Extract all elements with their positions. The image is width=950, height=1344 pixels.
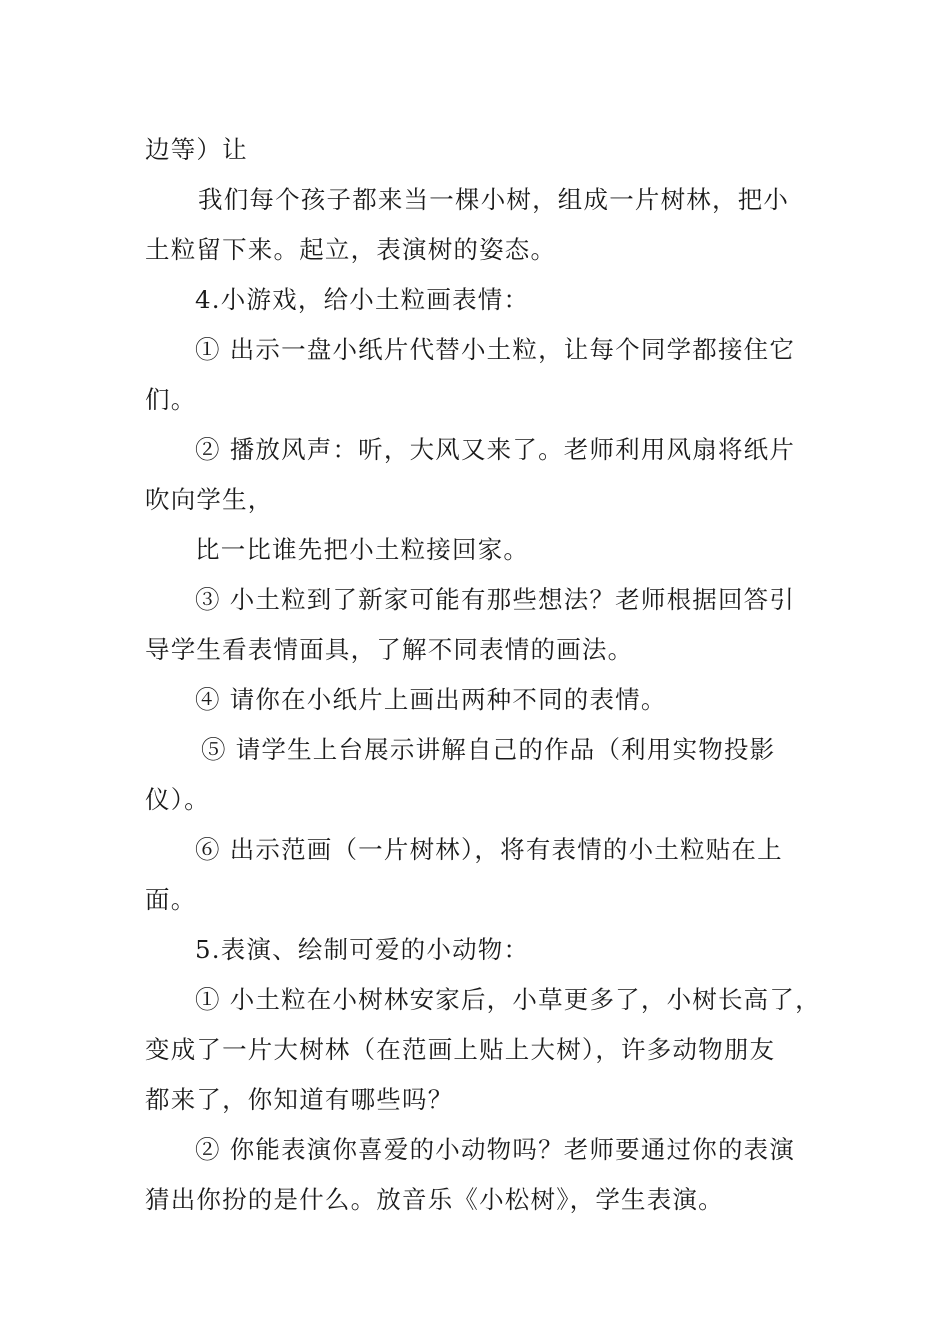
- text-line: 土粒留下来。起立，表演树的姿态。: [145, 235, 557, 264]
- text-line: ⑥ 出示范画（一片树林），将有表情的小土粒贴在上: [195, 835, 783, 864]
- text-line: ② 你能表演你喜爱的小动物吗？老师要通过你的表演: [195, 1135, 796, 1164]
- text-line: 都来了，你知道有哪些吗？: [145, 1085, 454, 1114]
- text-line: 吹向学生，: [145, 485, 274, 514]
- text-line: 变成了一片大树林（在范画上贴上大树），许多动物朋友: [145, 1035, 776, 1064]
- text-line: 猜出你扮的是什么。放音乐《小松树》，学生表演。: [145, 1185, 724, 1214]
- text-line: ③ 小土粒到了新家可能有那些想法？老师根据回答引: [195, 585, 796, 614]
- text-line: 我们每个孩子都来当一棵小树，组成一片树林，把小: [198, 185, 790, 214]
- text-line: 边等）让: [145, 135, 248, 164]
- text-line: 仪）。: [145, 785, 210, 814]
- text-line: ⑤ 请学生上台展示讲解自己的作品（利用实物投影: [201, 735, 776, 764]
- text-line: 4.小游戏，给小土粒画表情：: [195, 285, 530, 314]
- text-line: 面。: [145, 885, 197, 914]
- text-line: 们。: [145, 385, 197, 414]
- text-line: ② 播放风声：听，大风又来了。老师利用风扇将纸片: [195, 435, 796, 464]
- text-line: ① 出示一盘小纸片代替小土粒，让每个同学都接住它: [195, 335, 796, 364]
- text-line: ④ 请你在小纸片上画出两种不同的表情。: [195, 685, 667, 714]
- text-line: ① 小土粒在小树林安家后，小草更多了，小树长高了，: [195, 985, 821, 1014]
- text-line: 比一比谁先把小土粒接回家。: [195, 535, 530, 564]
- text-line: 导学生看表情面具，了解不同表情的画法。: [145, 635, 634, 664]
- text-line: 5.表演、绘制可爱的小动物：: [195, 935, 530, 964]
